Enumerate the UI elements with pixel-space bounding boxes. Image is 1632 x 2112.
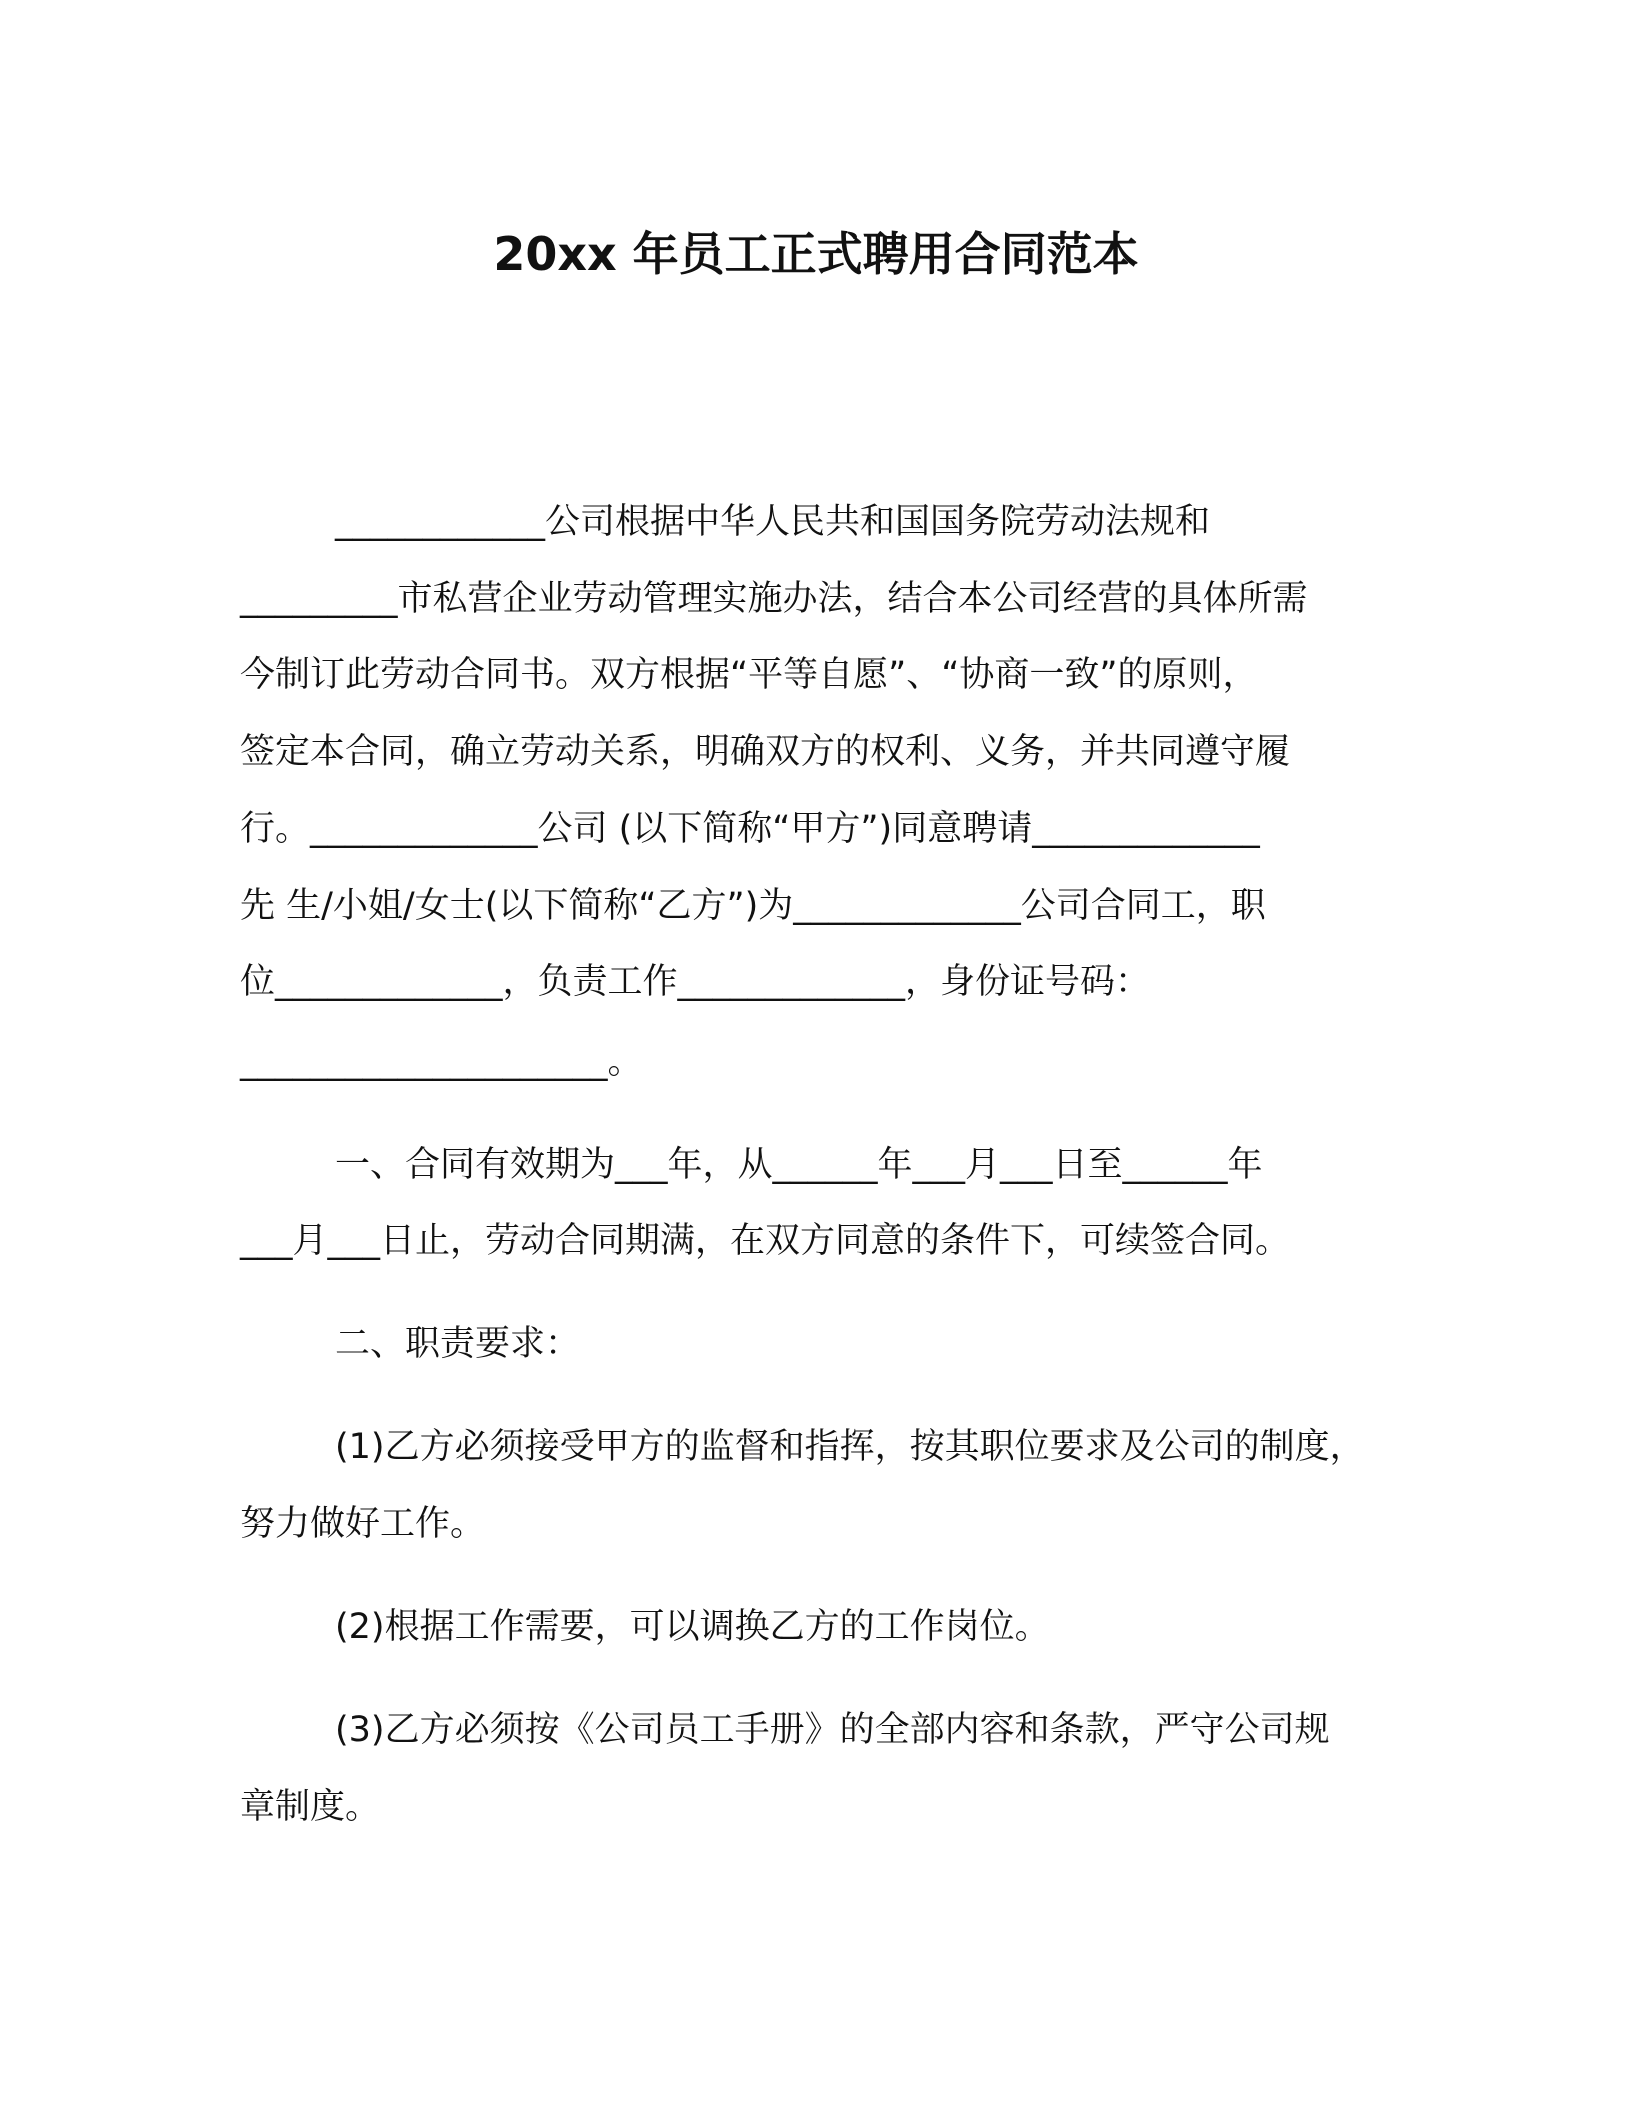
section-2-item-3-line-2: 章制度。: [240, 1787, 381, 1827]
section-1-line-2: ___月___日止，劳动合同期满，在双方同意的条件下，可续签合同。: [240, 1221, 1291, 1261]
section-2-item-1-line-1: (1)乙方必须接受甲方的监督和指挥，按其职位要求及公司的制度，: [335, 1427, 1365, 1467]
section-2-item-1-line-2: 努力做好工作。: [240, 1504, 486, 1544]
section-2-item-3-line-1: (3)乙方必须按《公司员工手册》的全部内容和条款，严守公司规: [335, 1710, 1330, 1750]
preamble-line-3: 今制订此劳动合同书。双方根据“平等自愿”、“协商一致”的原则，: [240, 655, 1258, 695]
preamble-line-4: 签定本合同，确立劳动关系，明确双方的权利、义务，并共同遵守履: [240, 732, 1291, 772]
preamble-line-7: 位_____________，负责工作_____________，身份证号码：: [240, 962, 1151, 1002]
preamble-line-6: 先 生/小姐/女士(以下简称“乙方”)为_____________公司合同工，职: [240, 886, 1266, 926]
preamble-line-8: _____________________。: [240, 1042, 643, 1082]
section-1-line-1: 一、合同有效期为___年，从______年___月___日至______年: [335, 1145, 1263, 1185]
preamble-line-2: _________市私营企业劳动管理实施办法，结合本公司经营的具体所需: [240, 579, 1308, 619]
preamble-line-1: ____________公司根据中华人民共和国国务院劳动法规和: [335, 502, 1211, 542]
document-title: 20xx 年员工正式聘用合同范本: [493, 227, 1139, 281]
section-2-item-2: (2)根据工作需要，可以调换乙方的工作岗位。: [335, 1607, 1050, 1647]
preamble-line-5: 行。_____________公司 (以下简称“甲方”)同意聘请_____________: [240, 809, 1260, 849]
section-2-heading: 二、职责要求：: [335, 1324, 581, 1364]
